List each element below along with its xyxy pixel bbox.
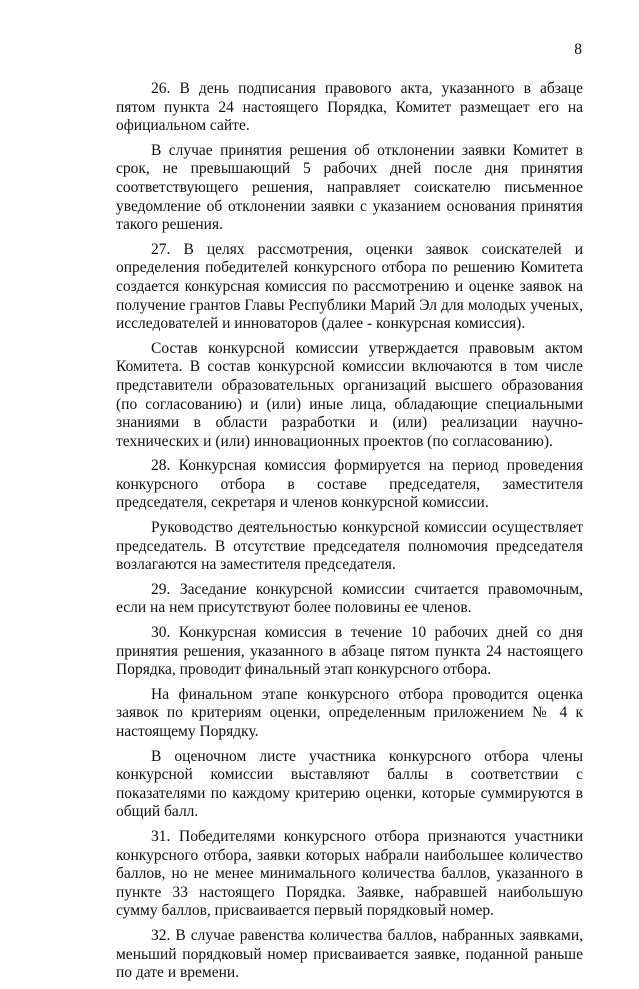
- paragraph: 32. В случае равенства количества баллов, набранных заявками, меньший порядковый номер присваивается заявке, поданной раньше по дате и времени.: [116, 926, 583, 982]
- paragraph: В случае принятия решения об отклонении заявки Комитет в срок, не превышающий 5 рабочих дней после дня принятия соответствующего решения, направляет соискателю письменное уведомление об отклонении заявки с указанием основания принятия такого решения.: [116, 141, 583, 234]
- paragraph: 28. Конкурсная комиссия формируется на период проведения конкурсного отбора в составе председателя, заместителя председателя, секретаря и членов конкурсной комиссии.: [116, 457, 583, 512]
- paragraph: 26. В день подписания правового акта, указанного в абзаце пятом пункта 24 настоящего Порядка, Комитет размещает его на официальном сайте.: [116, 80, 583, 135]
- paragraph: 29. Заседание конкурсной комиссии считается правомочным, если на нем присутствуют более половины ее членов.: [116, 580, 583, 617]
- paragraph: Состав конкурсной комиссии утверждается правовым актом Комитета. В состав конкурсной комиссии включаются в том числе представители образовательных организаций высшего образования (по согласованию) и (или) иные лица, обладающие специальными знаниями в области разработки и (или) реализации научно-технических и (или) инновационных проектов (по согласованию).: [116, 339, 583, 450]
- paragraph: На финальном этапе конкурсного отбора проводится оценка заявок по критериям оценки, определенным приложением № 4 к настоящему Порядку.: [116, 685, 583, 740]
- paragraph: В оценочном листе участника конкурсного отбора члены конкурсной комиссии выставляют баллы в соответствии с показателями по каждому критерию оценки, которые суммируются в общий балл.: [116, 747, 583, 821]
- paragraph: 30. Конкурсная комиссия в течение 10 рабочих дней со дня принятия решения, указанного в абзаце пятом пункта 24 настоящего Порядка, проводит финальный этап конкурсного отбора.: [116, 624, 583, 679]
- page-number: 8: [574, 41, 582, 58]
- paragraph: Руководство деятельностью конкурсной комиссии осуществляет председатель. В отсутствие председателя полномочия председателя возлагаются на заместителя председателя.: [116, 519, 583, 574]
- paragraph: 27. В целях рассмотрения, оценки заявок соискателей и определения победителей конкурсного отбора по решению Комитета создается конкурсная комиссия по рассмотрению и оценке заявок на получение грантов Главы Республики Марий Эл для молодых ученых, исследователей и инноваторов (далее - конкурсная комиссия).: [116, 240, 583, 333]
- paragraph: 31. Победителями конкурсного отбора признаются участники конкурсного отбора, заявки которых набрали наибольшее количество баллов, но не менее минимального количества баллов, указанного в пункте 33 настоящего Порядка. Заявке, набравшей наибольшую сумму баллов, присваивается первый порядковый номер.: [116, 827, 583, 920]
- document-body: [116, 80, 583, 989]
